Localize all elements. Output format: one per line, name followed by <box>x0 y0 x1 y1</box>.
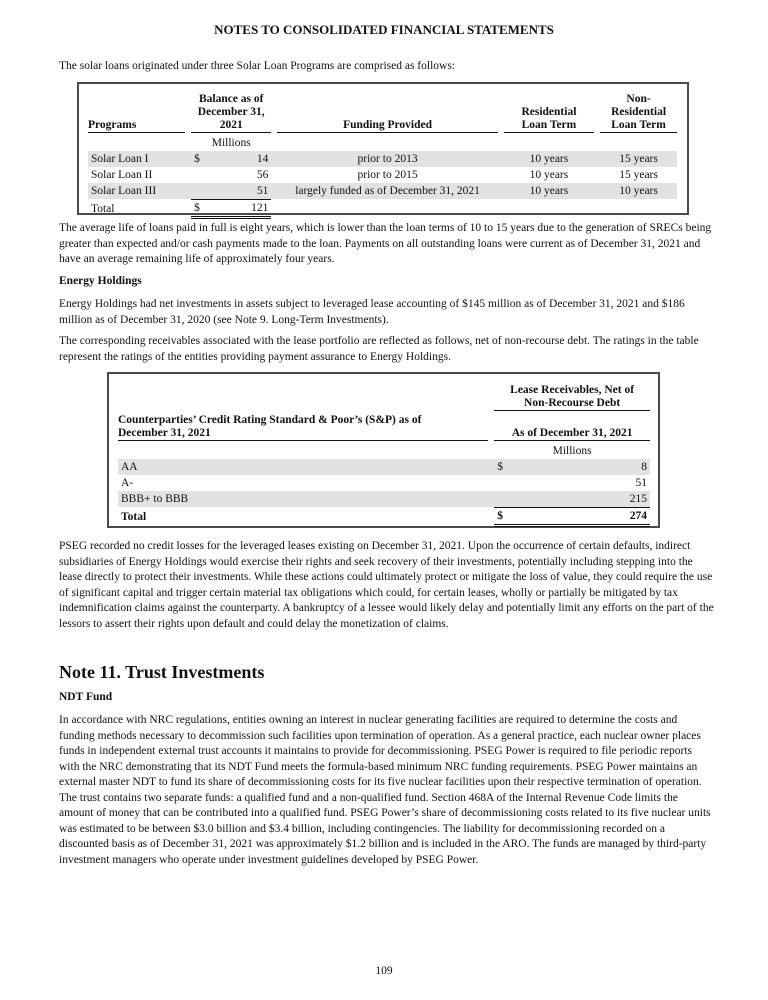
col-header-rating: Counterparties’ Credit Rating Standard & Poor’s (S&P) as of December 31, 2021 <box>118 374 488 443</box>
energy-holdings-para1: Energy Holdings had net investments in assets subject to leveraged lease accounting of $145 million as of December 31, 2021 and $186 million as of December 31, 2020 (see Note 9. Long-Term Investments). <box>59 298 685 326</box>
solar-loan-table <box>77 82 689 215</box>
col-header-residential: Residential Loan Term <box>504 93 594 135</box>
note11-paragraph: In accordance with NRC regulations, entities owning an interest in nuclear generating facilities are required to determine the costs and funding methods necessary to decommission such facilities upon termination of operation. As a general practice, each nuclear owner places funds in independent external trust accounts it maintains to provide for decommissioning. PSEG Power is required to file periodic reports with the NRC demonstrating that its NDT Fund meets the formula-based minimum NRC funding requirements. PSEG Power maintains an external master NDT to fund its share of decommissioning costs for its five nuclear facilities upon their respective termination of operation. The trust contains two separate funds: a qualified fund and a non-qualified fund. Section 468A of the Internal Revenue Code limits the amount of money that can be contributed into a qualified fund. PSEG Power’s share of decommissioning costs related to its five nuclear units was estimated to be between $3.0 billion and $3.4 billion, including contingencies. The liability for decommissioning recorded on a discounted basis as of December 31, 2021 was approximately $1.2 billion and is included in the ARO. The funds are managed by third-party investment managers who operate under investment guidelines developed by PSEG Power. <box>59 714 711 866</box>
table-total-row: Total $ 274 <box>118 507 650 527</box>
solar-intro: The solar loans originated under three Solar Loan Programs are comprised as follows: <box>59 60 455 72</box>
col-group-header: Lease Receivables, Net of Non-Recourse Debt <box>494 374 650 413</box>
ndt-fund-heading: NDT Fund <box>59 691 113 703</box>
col-header-as-of: As of December 31, 2021 <box>494 413 650 443</box>
table-row: BBB+ to BBB 215 <box>118 491 650 507</box>
energy-holdings-para3: PSEG recorded no credit losses for the leveraged leases existing on December 31, 2021. Upon the occurrence of certain defaults, indirect subsidiaries of Energy Holdings would exercise their rights and seek recovery of their investments, potentially including stepping into the lease directly to protect their investments. While these actions could ultimately protect or mitigate the loss of value, they could require the use of significant capital and trigger certain material tax obligations which could, for certain leases, wholly or partially be mitigated by tax indemnification claims against the counterparty. A bankruptcy of a lessee would likely delay and potentially limit any efforts on the part of the lessors to assert their rights upon default and could delay the monetization of claims. <box>59 540 714 630</box>
note11-heading: Note 11. Trust Investments <box>59 662 265 682</box>
col-header-funding: Funding Provided <box>277 93 497 135</box>
col-header-balance: Balance as of December 31, 2021 <box>191 93 271 135</box>
col-header-programs: Programs <box>88 93 185 135</box>
page-header: NOTES TO CONSOLIDATED FINANCIAL STATEMENTS <box>214 22 554 37</box>
table-total-row: Total $ 121 <box>88 199 677 219</box>
units-label: Millions <box>211 137 251 149</box>
page-number: 109 <box>375 965 393 977</box>
col-header-non-residential: Non- Residential Loan Term <box>600 93 677 135</box>
units-label: Millions <box>552 445 592 457</box>
table-row: Solar Loan III 51 largely funded as of December 31, 2021 10 years 10 years <box>88 183 677 199</box>
table-row: Solar Loan I $ 14 prior to 2013 10 years 15 years <box>88 151 677 167</box>
table-row: AA $ 8 <box>118 459 650 475</box>
table-row: Solar Loan II 56 prior to 2015 10 years 15 years <box>91 169 658 181</box>
energy-holdings-heading: Energy Holdings <box>59 275 142 287</box>
table-row: A- 51 <box>121 477 647 489</box>
energy-holdings-para2: The corresponding receivables associated with the lease portfolio are reflected as follows, net of non-recourse debt. The ratings in the table represent the ratings of the entities providing payment assurance to Energy Holdings. <box>59 335 699 363</box>
lease-receivables-table <box>107 372 660 528</box>
solar-after-paragraph: The average life of loans paid in full is eight years, which is lower than the loan terms of 10 to 15 years due to the generation of SRECs being greater than expected and/or cash payments made to the loan. Payments on all outstanding loans were current as of December 31, 2021 and have an average remaining life of approximately four years. <box>59 222 712 265</box>
